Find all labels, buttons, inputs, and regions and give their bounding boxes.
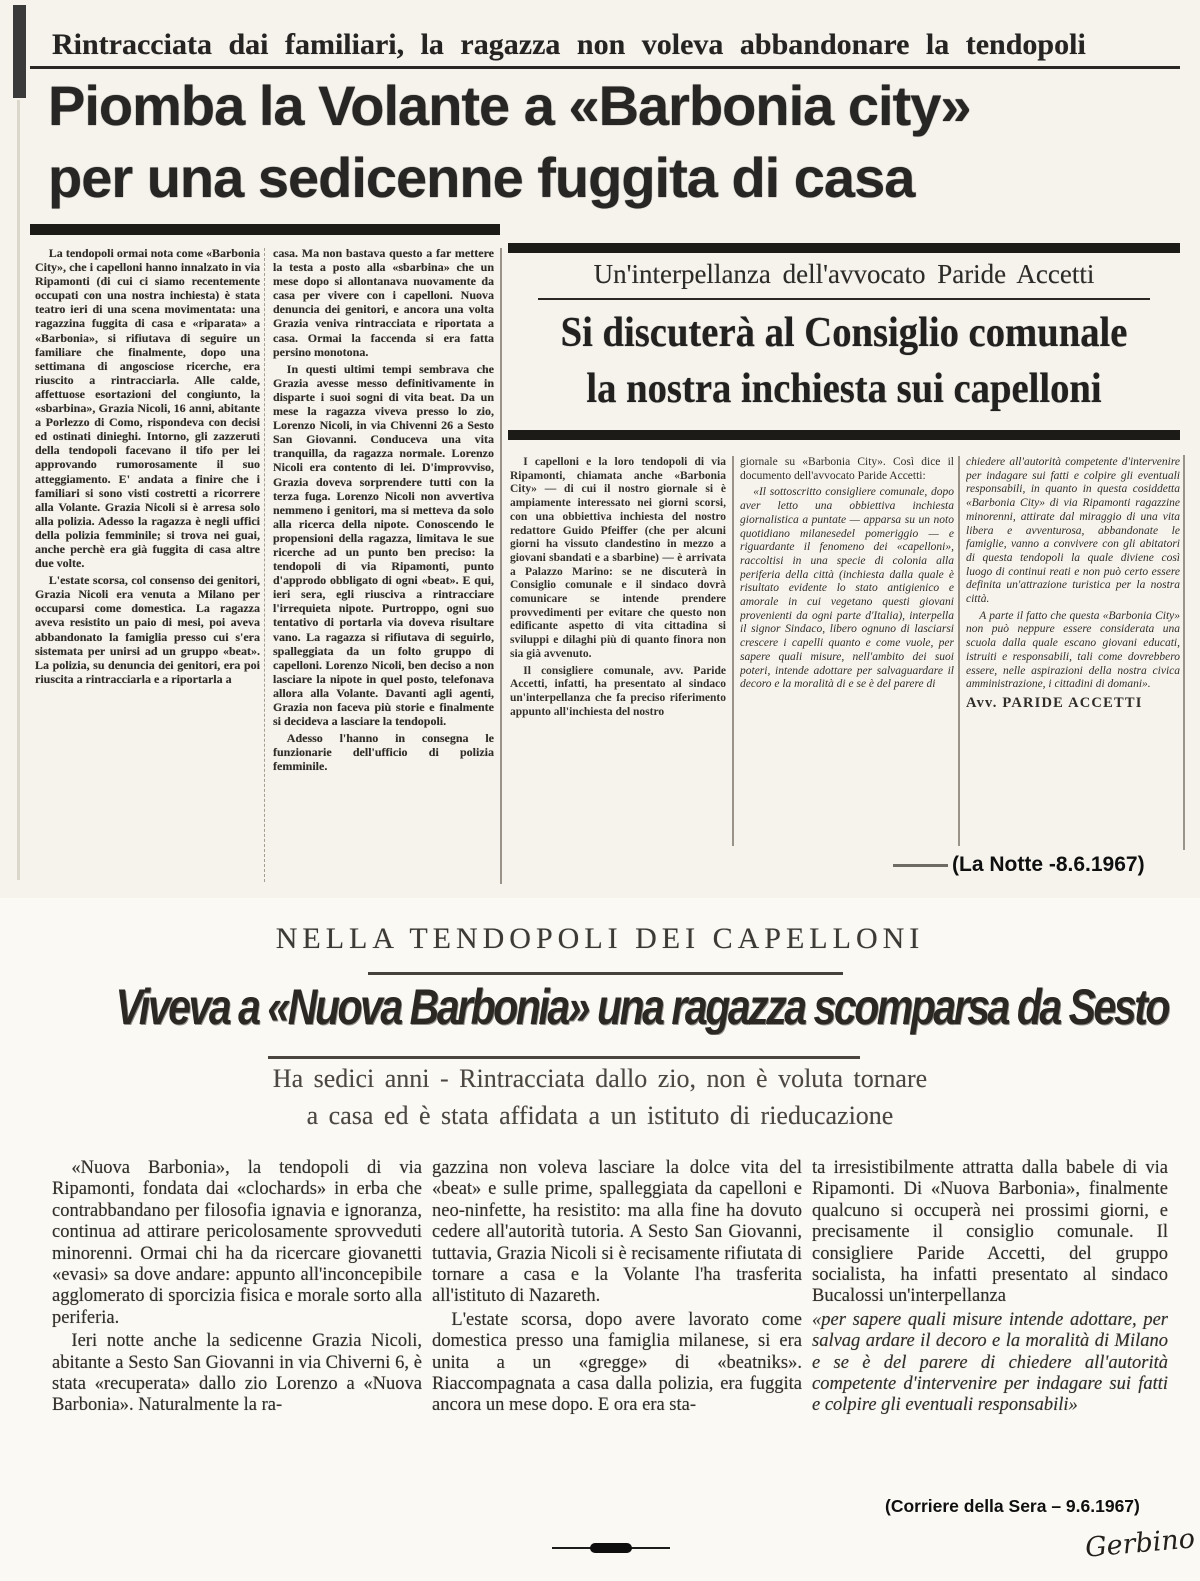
- paragraph: giornale su «Barbonia City». Così dice il documento dell'avvocato Paride Accetti:: [740, 456, 954, 482]
- subarticle-kicker: Un'interpellanza dell'avvocato Paride Accetti: [593, 259, 1095, 289]
- column-separator: [958, 456, 960, 846]
- subarticle-kicker-rule: [538, 298, 1150, 300]
- paragraph: In questi ultimi tempi sembrava che Grazia avesse messo definitivamente in disparte i suoi sogni di vita beat. Da un mese la ragazza viveva presso lo zio, Lorenzo Nicoli, in via Chivenni 26 a Sesto San Giovanni. Conduceva una vita tranquilla, da ragazza normale. Lorenzo Nicoli era contento di lei. D'improvviso, Grazia doveva sorprendere tutti con la terza fuga. Lorenzo Nicoli non avvertiva nemmeno i genitori, ma si metteva da solo alla ricerca della nipote. Conoscendo le propensioni della ragazza, limitava le sue ricerche ad un punto ben preciso: la tendopoli di via Ripamonti, punto d'approdo obbligato di ogni «beat». E qui, ieri sera, egli riusciva a rintracciare l'irrequieta nipote. Purtroppo, ogni suo tentativo di portarla via doveva risultare vano. La ragazza si rifiutava di seguirlo, spalleggiata da un folto gruppo di capelloni. Lorenzo Nicoli, ben deciso a non lasciare la nipote in quel posto, telefonava allora alla Volante. Davanti agli agenti, Grazia non faceva più storie e finalmente si decideva a lasciare la tendopoli.: [273, 361, 494, 729]
- paragraph: chiedere all'autorità competente d'intervenire per indagare sui fatti e colpire gli eventuali responsabili, in quanto in questa cosiddetta «Barbonia City» di via Ripamonti ragazzine minorenni, attirate dal miraggio di una vita libera e avventurosa, abbandonate le famiglie, vanno a convivere con gli abitatori di questa tendopoli la quale diviene così luogo di continui reati e non può certo essere definita un'attrazione turistica per la nostra città.: [966, 456, 1180, 606]
- body-column-2: [273, 246, 494, 886]
- article2-subhead-rule: [268, 1056, 860, 1059]
- article1-kicker: Rintracciata dai familiari, la ragazza non voleva abbandonare la tendopoli: [52, 28, 1086, 61]
- article1-headline-line2: per una sedicenne fuggita di casa: [48, 146, 915, 209]
- article1-attribution: (La Notte -8.6.1967): [952, 853, 1145, 876]
- divider-blob: [590, 1543, 632, 1553]
- paragraph: Il consigliere comunale, avv. Paride Accetti, infatti, ha presentato al sindaco un'interpellanza che fa preciso riferimento appunto all'inchiesta del nostro: [510, 664, 726, 718]
- collector-signature: Gerbino: [1083, 1523, 1197, 1564]
- article2-subheadline-line2: a casa ed è stata affidata a un istituto di rieducazione: [306, 1101, 894, 1130]
- article2-subheadline-line1: Ha sedici anni - Rintracciata dallo zio, non è voluta tornare: [272, 1064, 928, 1093]
- subarticle-headline-bar: [508, 430, 1180, 440]
- article2-kicker-rule: [368, 972, 843, 975]
- paragraph: I capelloni e la loro tendopoli di via Ripamonti, chiamata anche «Barbonia City» — di cui il nostro giornale si è ampiamente interessato nei giorni scorsi, con una obbiettiva inchiesta del nostro redattore Guido Pfeiffer (che per alcuni giorni ha vissuto clandestino in mezzo a giovani sbandati e a sbarbine) — è arrivata a Palazzo Marino: se ne discuterà in Consiglio comunale e il sindaco dovrà comunicare se intende prendere provvedimenti per evitare che questo non edificante aspetto di vita cittadina si sviluppi e dilaghi più di quanto finora non sia già avvenuto.: [510, 456, 726, 660]
- subarticle-column-c: [966, 456, 1180, 852]
- paragraph: «Il sottoscritto consigliere comunale, dopo aver letto una obbiettiva inchiesta giornalistica a puntate — apparsa su un noto quotidiano milanesedel pomeriggio — e riguardante il fenomeno dei «capelloni», raccoltisi in una specie di colonia alla periferia della città (inchiesta dalla quale è risultato evidente lo stato antigienico e amorale in cui vegetano questi giovani provenienti da ogni parte d'Italia), interpella il signor Sindaco, libero ognuno di lasciarsi crescere i capelli quanto e come vuole, per sapere quali misure, nell'ambito dei suoi poteri, intende adottare per salvaguardare il decoro e la moralità di e se è del parere di: [740, 486, 954, 691]
- scan-crease-line: [17, 100, 20, 880]
- paragraph: Avv. PARIDE ACCETTI: [966, 694, 1143, 711]
- bottom-divider-mark: [552, 1543, 670, 1553]
- article2-headline: Viveva a «Nuova Barbonia» una ragazza scomparsa da Sesto: [115, 979, 1169, 1035]
- paragraph: Ieri notte anche la sedicenne Grazia Nicoli, abitante a Sesto San Giovanni in via Chiverni 6, è stata «recuperata» dallo zio Lorenzo a «Nuova Barbonia». Naturalmente la ra-: [52, 1331, 422, 1416]
- paragraph: ta irresistibilmente attratta dalla babele di via Ripamonti. Di «Nuova Barbonia», finalmente qualcuno si occuperà nei prossimi giorni, e precisamente il consiglio comunale. Il consigliere Paride Accetti, del gruppo socialista, ha infatti presentato al sindaco Bucalossi un'interpellanza: [812, 1158, 1168, 1307]
- paragraph: La tendopoli ormai nota come «Barbonia City», che i capelloni hanno innalzato in via Ripamonti (di cui ci siamo recentemente occupati con una nostra inchiesta) è stata teatro ieri di una scena movimentata: una ragazzina fuggita di casa e «riparata» a «Barbonia», si rifiutava di seguire un familiare che finalmente, dopo una settimana di angosciose ricerche, era riuscito a rintracciarla. Alle calde, affettuose esortazioni del congiunto, la «sbarbina», Grazia Nicoli, 16 anni, abitante a Porlezzo di Como, rispondeva con decisi ed ostinati dinieghi. Intorno, gli zazzeruti della tendopoli facevano il tifo per lei approvando rumorosamente il suo atteggiamento. E' andata a finire che i familiari si sono visti costretti a ricorrere alla Volante. Grazia Nicoli si è arresa solo alla polizia. Adesso la ragazza è negli uffici della polizia femminile; si trova nei guai, anche perchè era già fuggita di casa altre due volte.: [35, 246, 260, 571]
- subarticle-column-a: [510, 456, 726, 852]
- article2-column-1: [52, 1158, 422, 1510]
- subarticle-headline-line1: Si discuterà al Consiglio comunale: [560, 310, 1128, 356]
- column-separator: [732, 456, 734, 846]
- article1-headline-line1: Piomba la Volante a «Barbonia city»: [48, 74, 971, 137]
- article2-kicker: NELLA TENDOPOLI DEI CAPELLONI: [275, 922, 925, 955]
- paragraph: «Nuova Barbonia», la tendopoli di via Ripamonti, fondata dai «clochards» in erba che contrabbandano per filosofia ignavia e ignoranza, continua ad attirare pericolosamente sprovveduti minorenni. Ormai chi ha da ricercare giovanetti «evasi» sa dove andare: appunto all'inconcepibile agglomerato di sporcizia fisica e morale sorto alla periferia.: [52, 1158, 422, 1328]
- paragraph: A parte il fatto che questa «Barbonia City» non può neppure essere considerata una scuola dalla quale escano giovani educati, istruiti e responsabili, tali come dovrebbero essere, nelle aspirazioni della nostra civica amministrazione, i cittadini di domani».: [966, 609, 1180, 691]
- article2-attribution: (Corriere della Sera – 9.6.1967): [885, 1496, 1140, 1516]
- paragraph: «per sapere quali misure intende adottare, per salvag ardare il decoro e la moralità di Milano e se è del parere di chiedere all'autorità competente d'intervenire per indagare sui fatti e colpire gli eventuali responsabili»: [812, 1309, 1168, 1416]
- column-separator: [500, 248, 502, 884]
- paragraph: casa. Ma non bastava questo a far mettere la testa a posto alla «sbarbina» che un mese dopo si allontanava nuovamente da casa per vivere con i capelloni. Nuova denuncia dei genitori, e ancora una volta Grazia veniva rintracciata e riportata a casa. Ormai la faccenda si era fatta persino monotona.: [273, 246, 494, 359]
- paragraph: Adesso l'hanno in consegna le funzionarie dell'ufficio di polizia femminile.: [273, 731, 494, 774]
- article2-column-2: [432, 1158, 802, 1510]
- subarticle-column-b: [740, 456, 954, 852]
- column-separator: [264, 248, 265, 882]
- body-column-1: [35, 246, 260, 886]
- scan-artifact-bar: [13, 5, 26, 98]
- headline-bottom-bar-left: [30, 224, 500, 235]
- article2-column-3: [812, 1158, 1168, 1494]
- subarticle: [508, 240, 1180, 856]
- column-separator: [1183, 455, 1185, 850]
- paragraph: L'estate scorsa, dopo avere lavorato come domestica presso una famiglia milanese, si era unita a un «gregge» di «beatniks». Riaccompagnata a casa dalla polizia, era fuggita ancora un mese dopo. E ora era sta-: [432, 1309, 802, 1416]
- paragraph: gazzina non voleva lasciare la dolce vita del «beat» e sulle prime, spalleggiata da capelloni e neo-ninfette, ha resistito: ma alla fine ha dovuto cedere all'autorità tutoria. A Sesto San Giovanni, tuttavia, Grazia Nicoli si è recisamente rifiutata di tornare a casa e la Volante l'ha trasferita all'istituto di Nazareth.: [432, 1158, 802, 1307]
- subarticle-headline-line2: la nostra inchiesta sui capelloni: [586, 366, 1102, 412]
- kicker-rule: [30, 66, 1180, 69]
- attribution-dash: [893, 864, 948, 867]
- paragraph: L'estate scorsa, col consenso dei genitori, Grazia Nicoli era venuta a Milano per occuparsi come domestica. La ragazza aveva resistito un paio di mesi, poi aveva abbandonato la famiglia presso cui s'era sistemata per unirsi ad un gruppo «beat». La polizia, su denuncia dei genitori, era poi riuscita a rintracciarla e a riportarla a: [35, 573, 260, 686]
